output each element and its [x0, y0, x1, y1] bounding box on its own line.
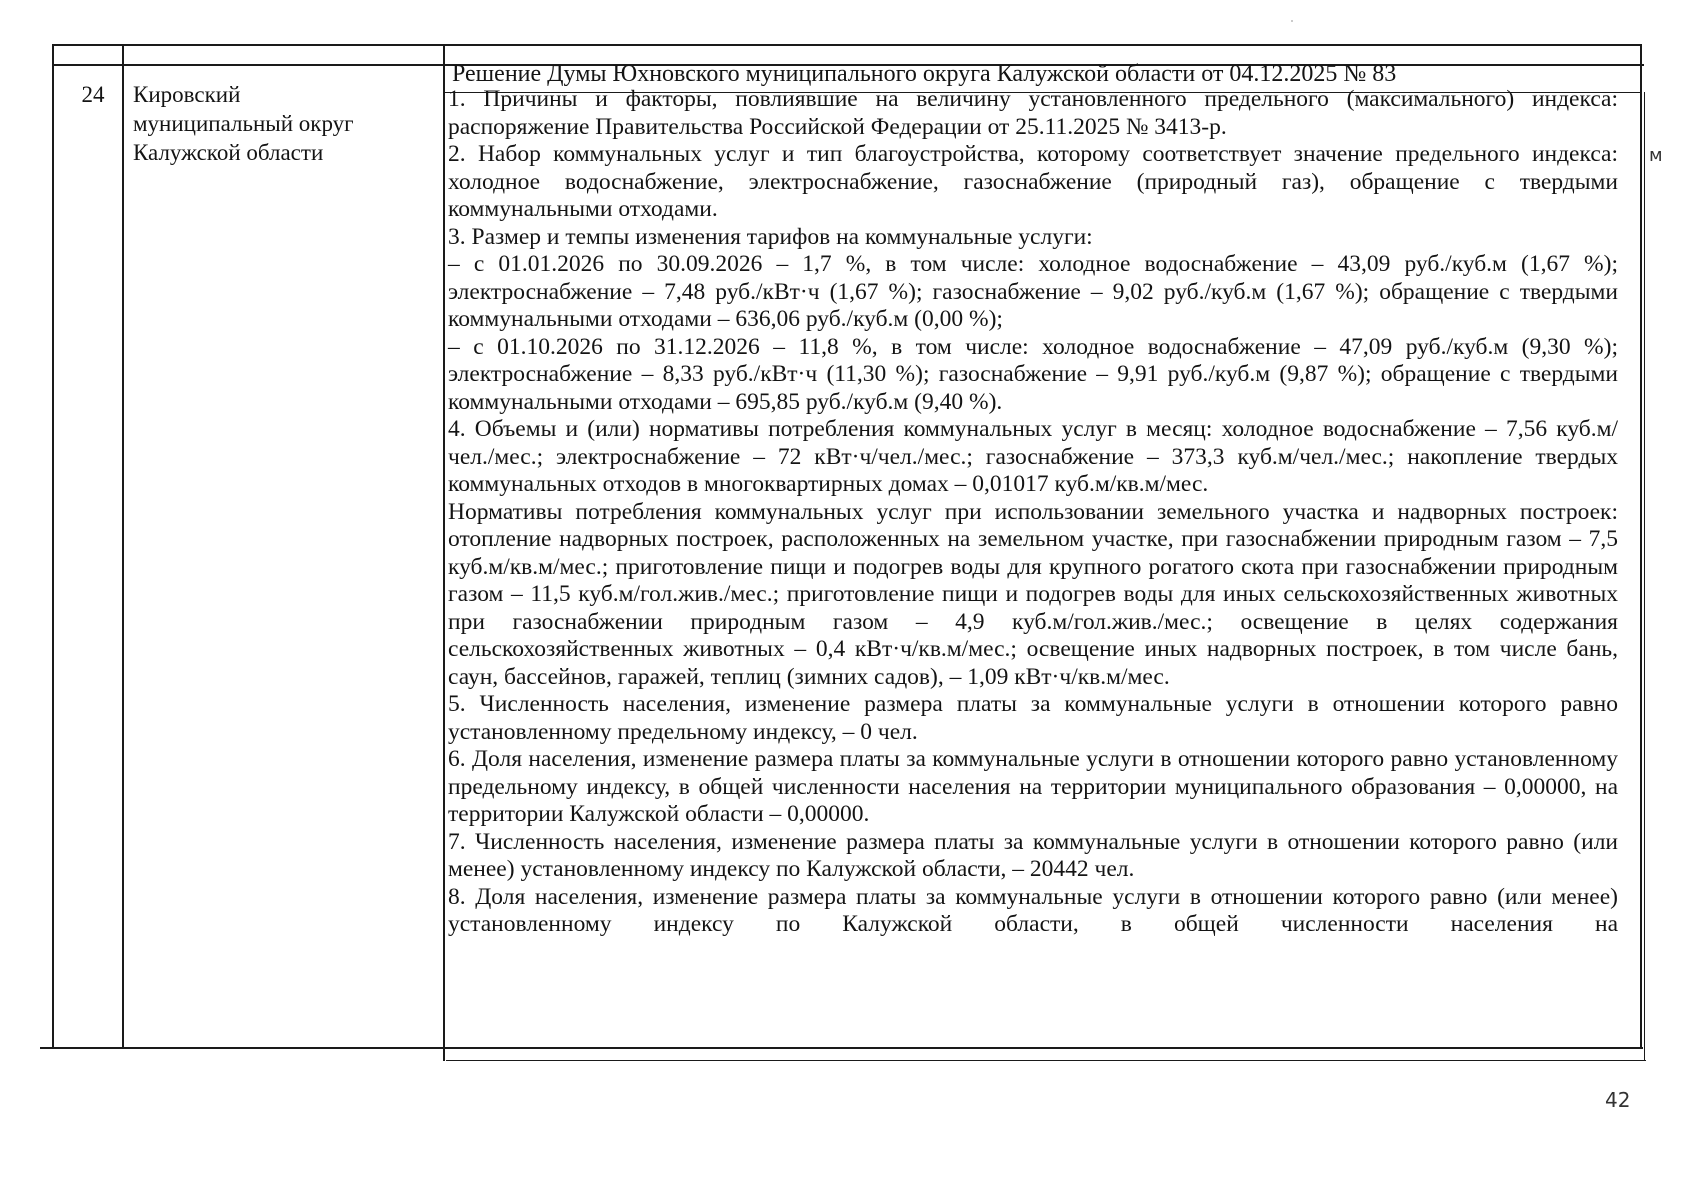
name-column-divider — [443, 44, 445, 1061]
item-8-share-regional: 8. Доля населения, изменение размера платы за коммунальные услуги в отношении которого равно (или менее) установленному индексу по Калужской области, в общей численности населения на — [448, 883, 1618, 937]
item-3-tariffs-heading: 3. Размер и темпы изменения тарифов на коммунальные услуги: — [448, 223, 1093, 250]
row-number: 24 — [81, 82, 105, 107]
municipality-name — [133, 80, 423, 167]
right-border-outer — [1640, 44, 1642, 1048]
page-number: 42 — [1605, 1088, 1631, 1112]
item-3-period-2: – с 01.10.2026 по 31.12.2026 – 11,8 %, в том числе: холодное водоснабжение – 47,09 руб./куб.м (9,30 %); электроснабжение – 8,33 руб./кВт·ч (11,30 %); газоснабжение – 9,91 руб./куб.м (9,87 %); обращение с твердыми коммунальными отходами – 695,85 руб./куб.м (9,40 %). — [448, 333, 1618, 415]
scan-speck — [1291, 20, 1293, 22]
margin-mark: м — [1649, 145, 1663, 166]
item-2-services-set: 2. Набор коммунальных услуг и тип благоустройства, которому соответствует значение предельного индекса: холодное водоснабжение, электроснабжение, газоснабжение (природный газ), обращение с твердыми коммунальными отходами. — [448, 141, 1618, 222]
row-content — [448, 86, 1618, 939]
item-6-population-share: 6. Доля населения, изменение размера платы за коммунальные услуги в отношении которого равно установленному предельному индексу, в общей численности населения на территории муниципального образования – 0,00000, на территории Калужской области – 0,00000. — [448, 746, 1618, 827]
item-4-land-norms: Нормативы потребления коммунальных услуг при использовании земельного участка и надворных построек: отопление надворных построек, расположенных на земельном участке, при газоснабжении природным газом – 7,5 куб.м/кв.м/мес.; приготовление пищи и подогрев воды для крупного рогатого скота при газоснабжении природным газом – 11,5 куб.м/гол.жив./мес.; приготовление пищи и подогрев воды для иных сельскохозяйственных животных при газоснабжении природным газом – 4,9 куб.м/гол.жив./мес.; освещение в целях содержания сельскохозяйственных животных – 0,4 кВт·ч/кв.м/мес.; освещение иных надворных построек, в том числе бань, саун, бассейнов, гаражей, теплиц (зимних садов), – 1,09 кВт·ч/кв.м/мес. — [448, 498, 1618, 690]
number-column-divider — [122, 44, 124, 1048]
left-border — [52, 44, 54, 1048]
inner-bottom-border — [446, 1060, 1646, 1061]
item-1-causes: 1. Причины и факторы, повлиявшие на величину установленного предельного (максимального) индекса: распоряжение Правительства Российской Федерации от 25.11.2025 № 3413-р. — [448, 86, 1618, 140]
municipality-name-line: Калужской области — [133, 140, 324, 165]
decision-header: Решение Думы Юхновского муниципального округа Калужской области от 04.12.2025 № 83 — [452, 61, 1397, 87]
right-border-inner — [1644, 92, 1645, 1060]
table-bottom-border — [40, 1047, 1643, 1049]
item-3-period-1: – с 01.01.2026 по 30.09.2026 – 1,7 %, в том числе: холодное водоснабжение – 43,09 руб./куб.м (1,67 %); электроснабжение – 7,48 руб./кВт·ч (1,67 %); газоснабжение – 9,02 руб./куб.м (1,67 %); обращение с твердыми коммунальными отходами – 636,06 руб./куб.м (0,00 %); — [448, 251, 1618, 332]
item-4-volumes: 4. Объемы и (или) нормативы потребления коммунальных услуг в месяц: холодное водоснабжение – 7,56 куб.м/чел./мес.; электроснабжение – 72 кВт·ч/чел./мес.; газоснабжение – 373,3 куб.м/чел./мес.; накопление твердых коммунальных отходов в многоквартирных домах – 0,01017 куб.м/кв.м/мес. — [448, 416, 1618, 497]
table-top-border — [52, 44, 1642, 46]
municipality-name-line: муниципальный округ — [133, 111, 354, 136]
item-7-population-regional: 7. Численность населения, изменение размера платы за коммунальные услуги в отношении которого равно (или менее) установленному индексу по Калужской области, – 20442 чел. — [448, 828, 1618, 882]
item-5-population: 5. Численность населения, изменение размера платы за коммунальные услуги в отношении которого равно установленному предельному индексу, – 0 чел. — [448, 691, 1618, 745]
municipality-name-line: Кировский — [133, 82, 241, 107]
